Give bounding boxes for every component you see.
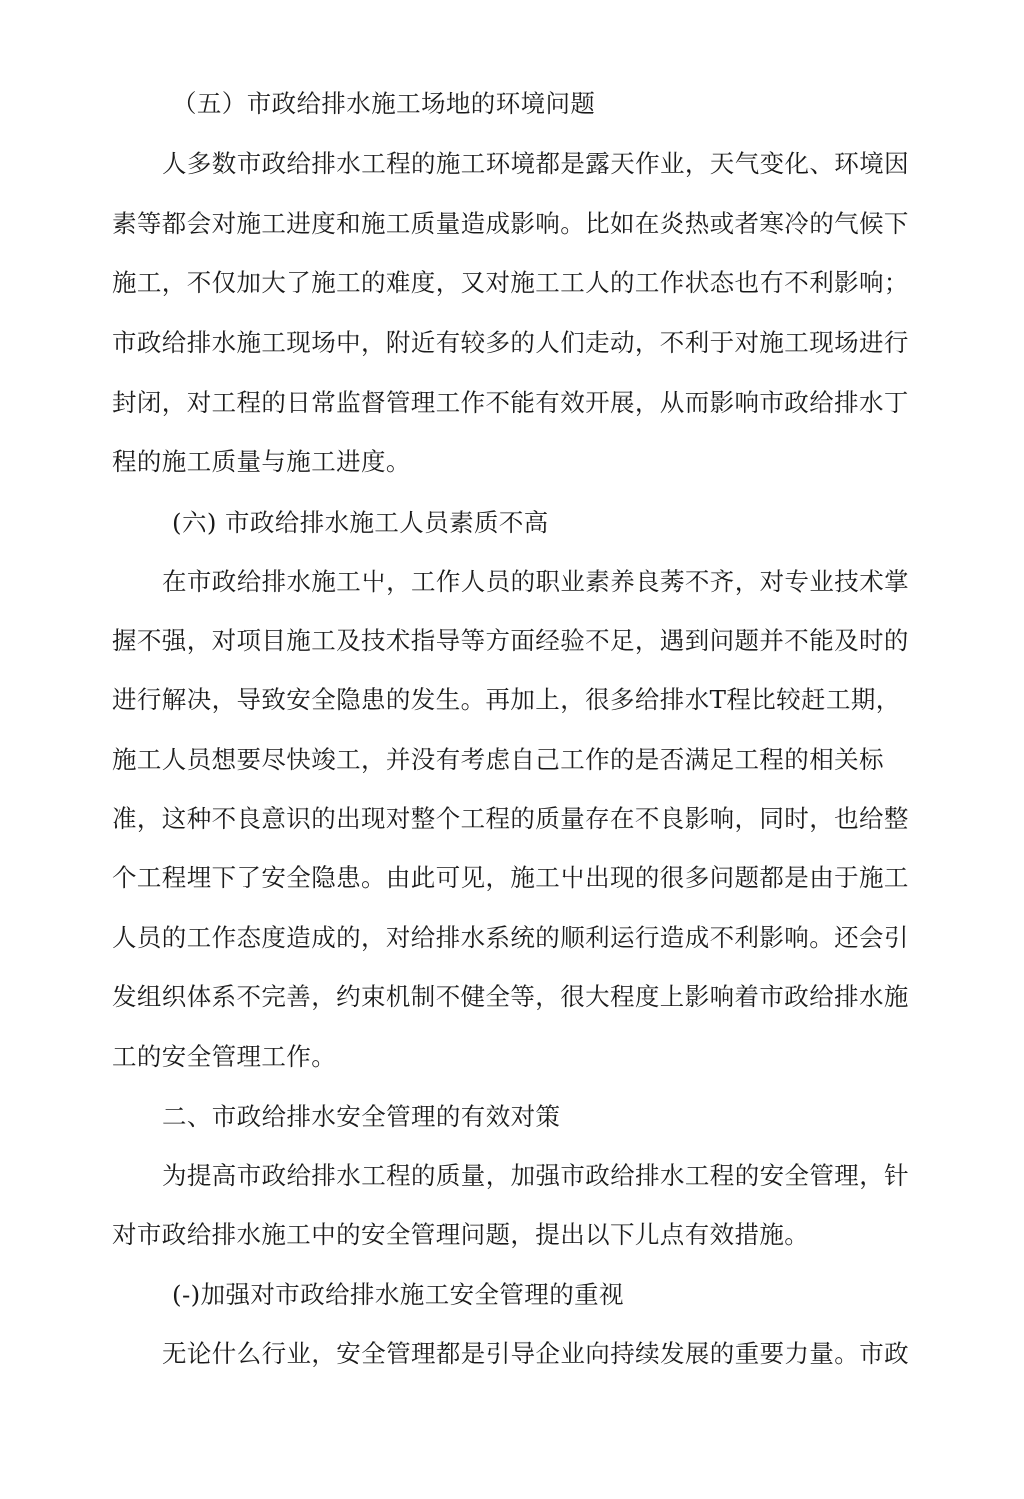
paragraph-line: 施工人员想要尽快竣工，并没有考虑自己工作的是否满足工程的相关标 (112, 745, 884, 774)
section-heading-2: 二、市政给排水安全管理的有效对策 (162, 1102, 561, 1131)
paragraph-line: 为提高市政给排水工程的质量，加强市政给排水工程的安全管理，针 (162, 1161, 909, 1190)
paragraph-line: 对市政给排水施工中的安全管理问题，提出以下儿点有效措施。 (112, 1220, 810, 1249)
section-heading-6: (六) 市政给排水施工人员素质不高 (172, 508, 549, 537)
paragraph-line: 无论什么行业，安全管理都是引导企业向持续发展的重要力量。市政 (162, 1339, 909, 1368)
paragraph-line: 施工，不仅加大了施工的难度，又对施工工人的工作状态也冇不利影响； (112, 268, 909, 297)
paragraph-line: 在市政给排水施工屮，工作人员的职业素养良莠不齐，对专业技术掌 (162, 567, 909, 596)
paragraph-line: 发组织体系不完善，约束机制不健全等，很大程度上影响着市政给排水施 (112, 982, 909, 1011)
subsection-heading-1: (-)加强对市政给排水施工安全管理的重视 (172, 1280, 624, 1309)
paragraph-line: 进行解决，导致安全隐患的发生。再加上，很多给排水T程比较赶工期， (112, 685, 901, 714)
paragraph-line: 程的施工质量与施工进度。 (112, 447, 411, 476)
paragraph-line: 人多数市政给排水工程的施工环境都是露天作业，天气变化、环境因 (162, 149, 909, 178)
paragraph-line: 工的安全管理工作。 (112, 1042, 337, 1071)
paragraph-line: 市政给排水施工现场中，附近有较多的人们走动，不利于对施工现场进行 (112, 328, 909, 357)
paragraph-line: 准，这种不良意识的出现对整个工程的质量存在不良影响，同时，也给整 (112, 804, 909, 833)
paragraph-line: 人员的工作态度造成的，对给排水系统的顺利运行造成不利影响。还会引 (112, 923, 909, 952)
section-heading-5: （五）市政给排水施工场地的环境问题 (172, 89, 596, 118)
paragraph-line: 握不强，对项目施工及技术指导等方面经验不足，遇到问题并不能及时的 (112, 626, 909, 655)
paragraph-line: 个工程埋下了安全隐患。由此可见，施工屮出现的很多问题都是由于施工 (112, 863, 909, 892)
paragraph-line: 封闭，对工程的日常监督管理工作不能有效开展，从而影响市政给排水丁 (112, 388, 909, 417)
paragraph-line: 素等都会对施工进度和施工质量造成影响。比如在炎热或者寒冷的气候下 (112, 209, 909, 238)
